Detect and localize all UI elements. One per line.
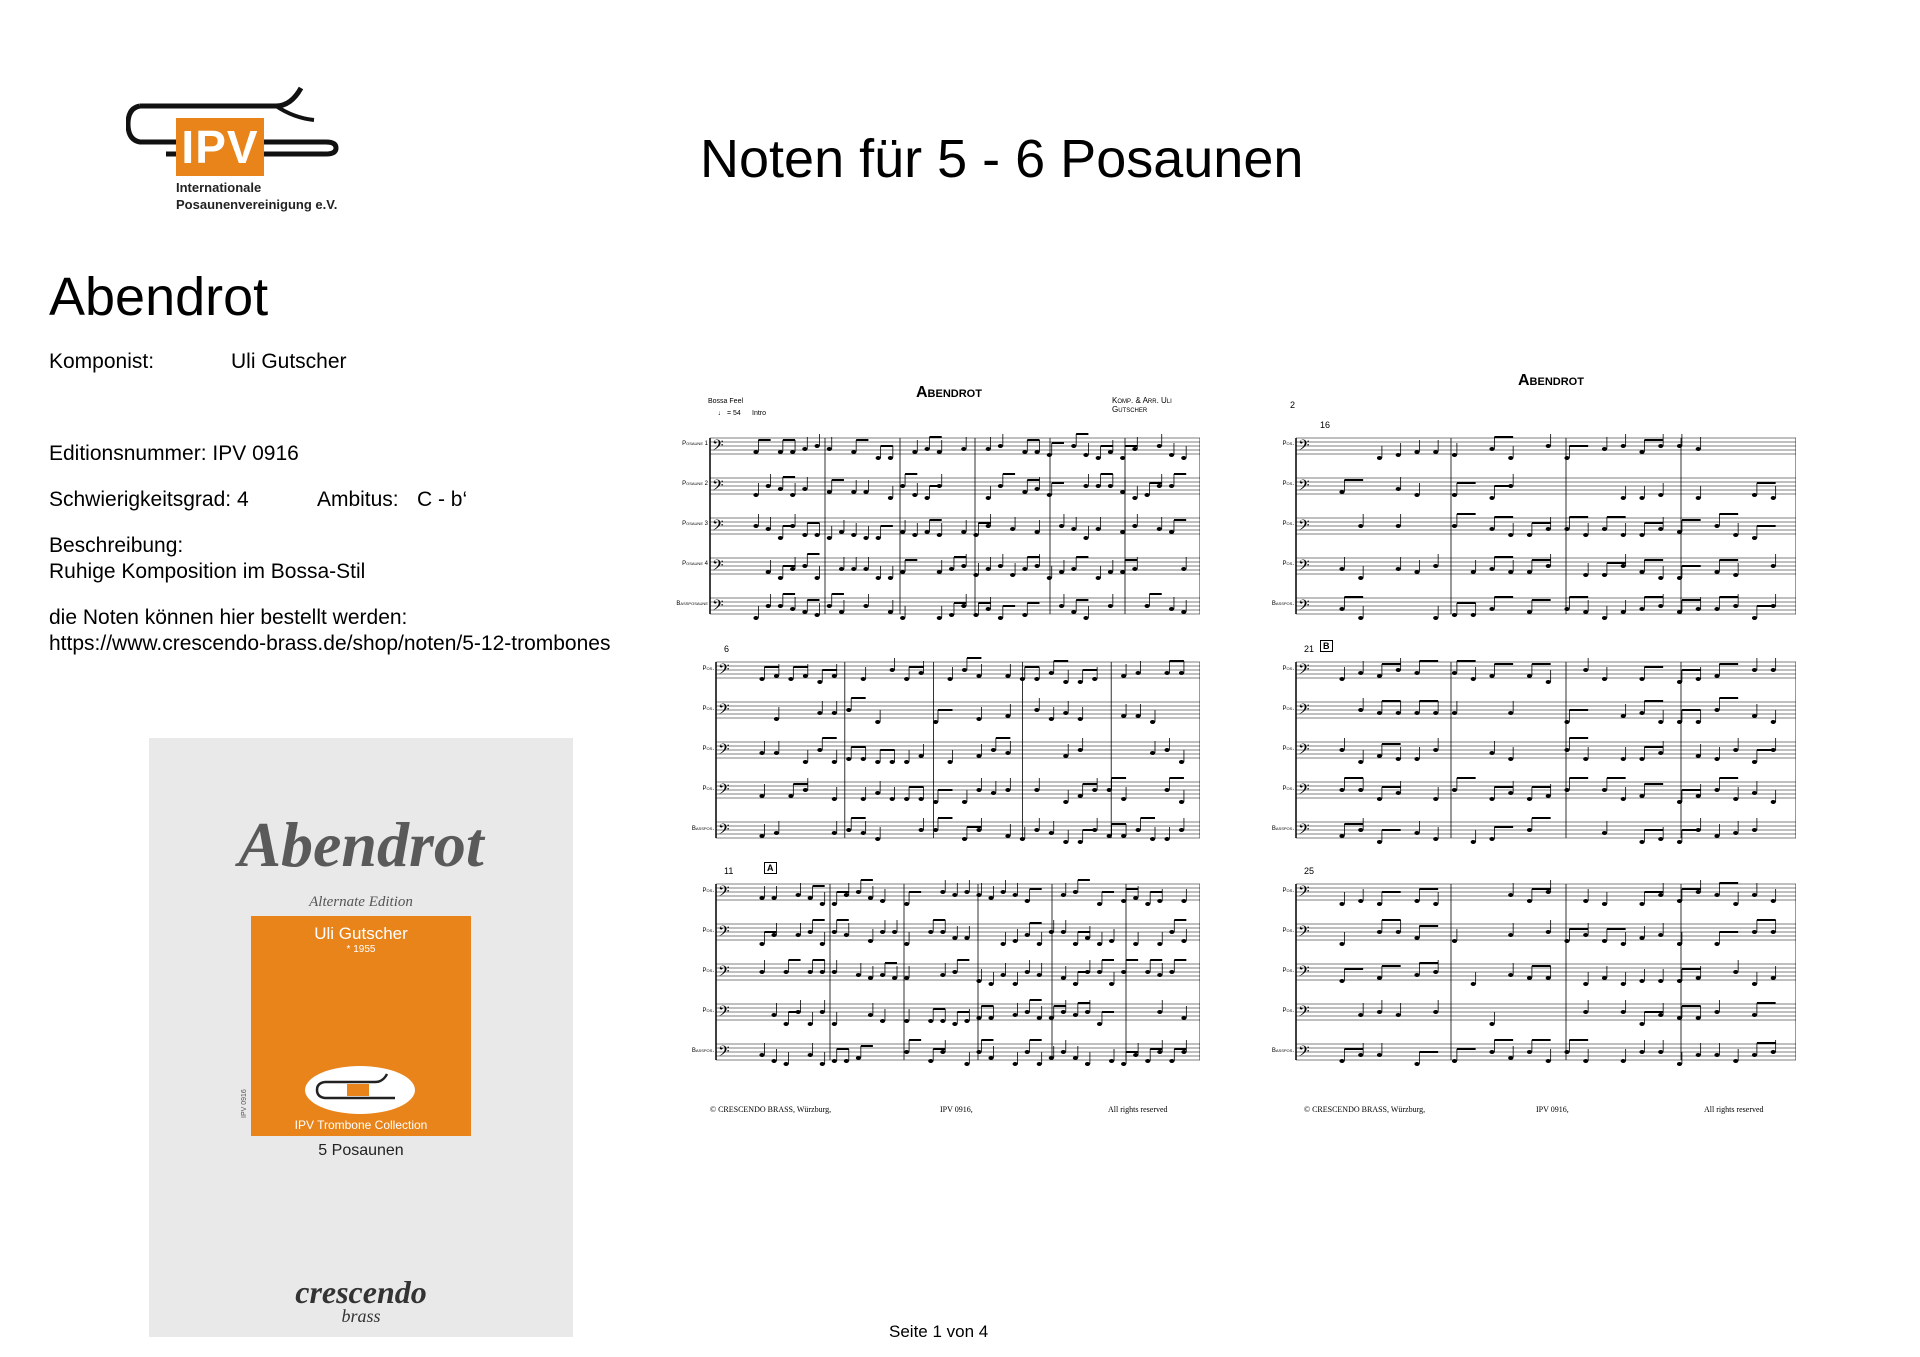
score-page-2 <box>1256 368 1796 1128</box>
page-number: Seite 1 von 4 <box>889 1322 989 1341</box>
edition-value: IPV 0916 <box>212 442 299 465</box>
score1-sys2-label-4: Pos. <box>702 786 714 792</box>
description-block <box>49 533 365 585</box>
score2-footer-right: All rights reserved <box>1704 1105 1764 1114</box>
svg-text:𝄢: 𝄢 <box>1298 437 1310 458</box>
score1-sys3-label-1: Pos. <box>702 888 714 894</box>
score2-page-number: 2 <box>1290 400 1296 410</box>
svg-text:𝄢: 𝄢 <box>1298 963 1310 984</box>
score2-sys3-label-1: Pos. <box>1282 888 1294 894</box>
score2-sys2-label-4: Pos. <box>1282 786 1294 792</box>
cover-logo-oval <box>305 1066 415 1114</box>
svg-text:𝄢: 𝄢 <box>718 701 730 722</box>
svg-text:𝄢: 𝄢 <box>1298 923 1310 944</box>
svg-text:𝄢: 𝄢 <box>1298 517 1310 538</box>
svg-text:𝄢: 𝄢 <box>718 821 730 842</box>
score2-sys3-label-2: Pos. <box>1282 928 1294 934</box>
score1-system-3 <box>716 880 1200 1066</box>
score1-style: Bossa Feel <box>708 398 744 405</box>
score1-tempo: ♩ = 54 <box>718 410 741 417</box>
composer-label: Komponist: <box>49 350 155 373</box>
score-page-1-notation <box>660 368 1200 1128</box>
order-label: die Noten können hier bestellt werden: <box>49 606 408 629</box>
score1-footer-mid: IPV 0916, <box>940 1105 973 1114</box>
svg-text:𝄢: 𝄢 <box>1298 1043 1310 1064</box>
score2-footer-left: © CRESCENDO BRASS, Würzburg, <box>1304 1105 1426 1114</box>
score1-label-pos2: Posaune 2 <box>682 481 708 487</box>
svg-text:𝄢: 𝄢 <box>712 437 724 458</box>
score2-sys1-label-4: Pos. <box>1282 561 1294 567</box>
cover-brand: crescendo <box>295 1274 427 1310</box>
score2-sys2-label-3: Pos. <box>1282 746 1294 752</box>
cover-edition: Alternate Edition <box>309 894 413 910</box>
svg-text:𝄢: 𝄢 <box>1298 883 1310 904</box>
piece-title: Abendrot <box>49 267 269 327</box>
composer-value: Uli Gutscher <box>231 350 347 373</box>
description-text: Ruhige Komposition im Bossa-Stil <box>49 560 366 583</box>
score1-measure-11: 11 <box>724 866 734 876</box>
svg-text:𝄢: 𝄢 <box>1298 781 1310 802</box>
score2-sys1-label-3: Pos. <box>1282 521 1294 527</box>
cover-side-code: IPV 0916 <box>241 1089 248 1118</box>
score2-measure-25: 25 <box>1304 866 1315 876</box>
svg-text:𝄢: 𝄢 <box>1298 1003 1310 1024</box>
score2-measure-16: 16 <box>1320 420 1331 430</box>
cover-instrumentation: 5 Posaunen <box>318 1142 404 1159</box>
description-label: Beschreibung: <box>49 534 184 557</box>
logo-name: Internationale Posaunenvereinigung e.V. <box>176 180 338 212</box>
score1-sys2-label-5: Basspos. <box>691 826 714 832</box>
ambitus-value: C - b‘ <box>416 488 468 511</box>
score2-sys1-label-1: Pos. <box>1282 441 1294 447</box>
score1-system-1 <box>710 434 1200 620</box>
score2-footer-mid: IPV 0916, <box>1536 1105 1569 1114</box>
cover-composer: Uli Gutscher <box>314 924 408 943</box>
svg-text:𝄢: 𝄢 <box>1298 701 1310 722</box>
score2-system-1 <box>1296 434 1796 620</box>
order-block <box>49 605 610 657</box>
score1-footer-right: All rights reserved <box>1108 1105 1168 1114</box>
svg-text:𝄢: 𝄢 <box>718 963 730 984</box>
score1-sys2-label-2: Pos. <box>702 706 714 712</box>
score-page-1 <box>660 368 1200 1128</box>
svg-text:𝄢: 𝄢 <box>1298 477 1310 498</box>
difficulty-row <box>49 488 467 512</box>
score1-title: Abendrot <box>916 384 982 401</box>
svg-text:𝄢: 𝄢 <box>718 1003 730 1024</box>
difficulty-label: Schwierigkeitsgrad: <box>49 488 232 511</box>
score2-sys1-label-2: Pos. <box>1282 481 1294 487</box>
score1-intro: Intro <box>752 410 767 417</box>
score1-rehearsal-a: A <box>764 862 777 874</box>
cover-orange-panel <box>251 916 471 1136</box>
score1-sys3-label-5: Basspos. <box>691 1048 714 1054</box>
edition-label: Editionsnummer: <box>49 442 207 465</box>
score1-sys2-label-1: Pos. <box>702 666 714 672</box>
page-title: Noten für 5 - 6 Posaunen <box>700 129 1304 189</box>
score1-composer: Komp. & Arr. Uli Gutscher <box>1112 396 1172 414</box>
svg-text:𝄢: 𝄢 <box>1298 597 1310 618</box>
score1-label-pos4: Posaune 4 <box>682 561 708 567</box>
cover-image <box>149 738 573 1337</box>
svg-text:𝄢: 𝄢 <box>1298 821 1310 842</box>
score1-label-pos3: Posaune 3 <box>682 521 708 527</box>
svg-text:𝄢: 𝄢 <box>718 883 730 904</box>
score2-sys2-label-2: Pos. <box>1282 706 1294 712</box>
score2-sys3-label-3: Pos. <box>1282 968 1294 974</box>
svg-text:𝄢: 𝄢 <box>1298 741 1310 762</box>
edition-row <box>49 442 299 466</box>
cover-collection: IPV Trombone Collection <box>294 1118 428 1132</box>
score2-sys3-label-5: Basspos. <box>1271 1048 1294 1054</box>
score2-sys2-label-1: Pos. <box>1282 666 1294 672</box>
cover-title: Abendrot <box>238 809 484 880</box>
score1-sys2-label-3: Pos. <box>702 746 714 752</box>
score1-system-2 <box>716 658 1200 844</box>
svg-text:𝄢: 𝄢 <box>718 1043 730 1064</box>
score2-sys3-label-4: Pos. <box>1282 1008 1294 1014</box>
score2-sys1-label-5: Basspos. <box>1271 601 1294 607</box>
svg-text:𝄢: 𝄢 <box>712 557 724 578</box>
svg-text:𝄢: 𝄢 <box>718 741 730 762</box>
score2-rehearsal-b: B <box>1320 640 1333 652</box>
cover-year: * 1955 <box>346 944 376 955</box>
ambitus-label: Ambitus: <box>316 488 399 511</box>
cover-brand-sub: brass <box>341 1306 381 1326</box>
composer-row <box>49 350 347 374</box>
score1-sys3-label-4: Pos. <box>702 1008 714 1014</box>
order-link[interactable]: https://www.crescendo-brass.de/shop/noten/5-12-trombones <box>49 632 611 655</box>
score2-system-3 <box>1296 880 1796 1066</box>
svg-text:𝄢: 𝄢 <box>712 597 724 618</box>
score2-sys2-label-5: Basspos. <box>1271 826 1294 832</box>
score1-measure-6: 6 <box>724 644 730 654</box>
cover-trombone-icon <box>305 1066 415 1114</box>
score2-measure-21: 21 <box>1304 644 1315 654</box>
difficulty-value: 4 <box>236 488 249 511</box>
score1-sys3-label-2: Pos. <box>702 928 714 934</box>
ipv-logo <box>126 84 346 219</box>
score1-label-pos1: Posaune 1 <box>682 441 708 447</box>
score1-label-bass: Bassposaune <box>676 601 708 607</box>
svg-text:𝄢: 𝄢 <box>1298 661 1310 682</box>
svg-text:𝄢: 𝄢 <box>712 477 724 498</box>
svg-text:𝄢: 𝄢 <box>718 781 730 802</box>
score1-footer-left: © CRESCENDO BRASS, Würzburg, <box>710 1105 832 1114</box>
score2-system-2 <box>1296 658 1796 844</box>
score1-sys3-label-3: Pos. <box>702 968 714 974</box>
svg-text:𝄢: 𝄢 <box>1298 557 1310 578</box>
score2-title: Abendrot <box>1518 372 1584 389</box>
svg-text:𝄢: 𝄢 <box>718 923 730 944</box>
logo-abbr: IPV <box>176 118 264 176</box>
score-page-2-notation <box>1256 368 1796 1128</box>
svg-text:𝄢: 𝄢 <box>712 517 724 538</box>
svg-text:𝄢: 𝄢 <box>718 661 730 682</box>
